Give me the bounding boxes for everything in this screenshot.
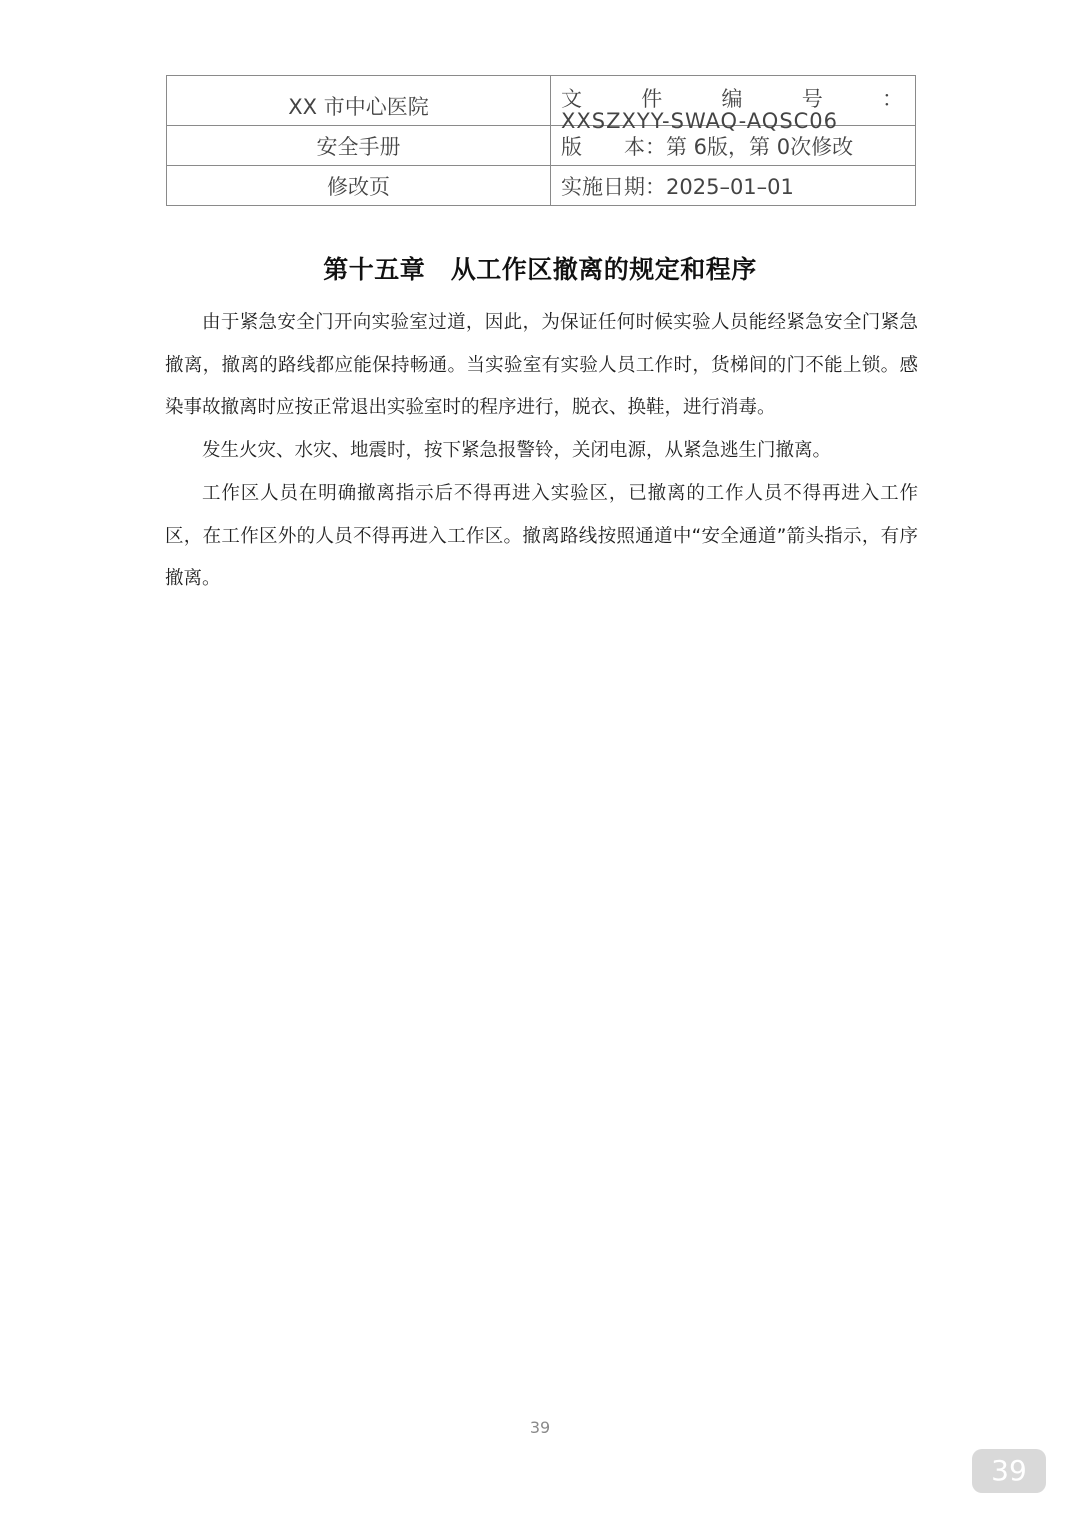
document-header-table (166, 75, 916, 206)
effective-date: 实施日期：2025–01–01 (551, 166, 916, 206)
doc-number-cell (551, 76, 916, 133)
body-paragraph: 工作区人员在明确撤离指示后不得再进入实验区，已撤离的工作人员不得再进入工作区，在工作区外的人员不得再进入工作区。撤离路线按照通道中“安全通道”箭头指示，有序撤离。 (165, 482, 918, 590)
revision-page-label: 修改页 (167, 166, 551, 206)
header-row-hospital (167, 76, 916, 126)
doc-number-value: XXSZXYY-SWAQ-AQSC06 (561, 109, 839, 133)
doc-number-label-char: ： (882, 87, 903, 111)
manual-name: 安全手册 (167, 126, 551, 166)
doc-number-label-char: 号 (801, 87, 823, 111)
body-paragraph: 发生火灾、水灾、地震时，按下紧急报警铃，关闭电源，从紧急逃生门撤离。 (202, 440, 832, 462)
doc-number-label-char: 编 (721, 87, 743, 111)
doc-number-wrap (561, 81, 915, 133)
footer-page-number: 39 (529, 1418, 551, 1437)
page-number-badge: 39 (972, 1449, 1046, 1493)
body-paragraph: 由于紧急安全门开向实验室过道，因此，为保证任何时候实验人员能经紧急安全门紧急撤离，撤离的路线都应能保持畅通。当实验室有实验人员工作时，货梯间的门不能上锁。感染事故撤离时应按正常退出实验室时的程序进行，脱衣、换鞋，进行消毒。 (165, 312, 918, 419)
doc-number-label-char: 件 (641, 87, 663, 111)
version-info: 版 本：第 6版，第 0次修改 (551, 126, 916, 166)
doc-number-label-char: 文 (561, 87, 582, 111)
chapter-title: 第十五章 从工作区撤离的规定和程序 (323, 255, 757, 284)
header-row-revision (167, 166, 916, 206)
chapter-body (165, 302, 918, 601)
hospital-name: XX 市中心医院 (167, 76, 551, 126)
